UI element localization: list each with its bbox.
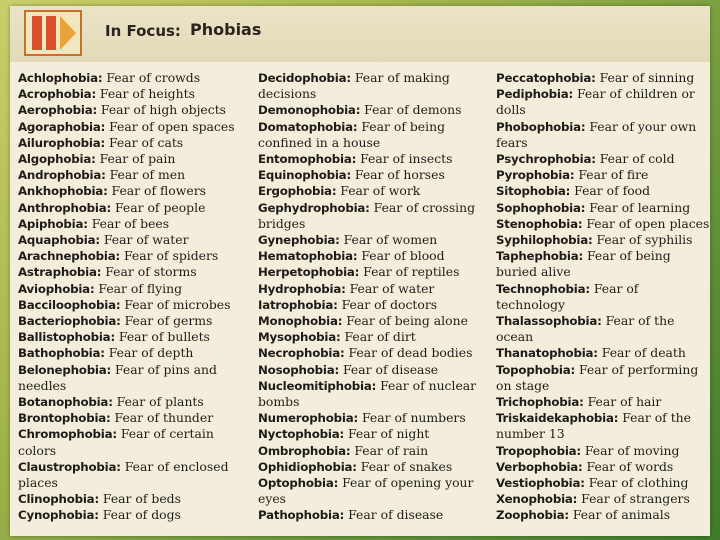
phobia-definition: Fear of syphilis [596,232,693,248]
phobia-definition: Fear of cold [599,151,675,167]
phobia-definition: Fear of thunder [114,410,214,426]
phobia-entry [258,297,486,313]
phobia-definition: Fear of clothing [588,475,689,491]
phobia-entry [18,183,246,199]
phobia-definition: Fear of flowers [111,183,206,199]
phobia-definition: Fear of heights [99,86,195,102]
phobia-definition: Fear of women [343,232,438,248]
phobia-definition: Fear of doctors [341,296,438,312]
phobia-term: Pathophobia: [258,508,345,523]
phobia-definition: Fear of dirt [344,329,416,345]
phobia-term: Tropophobia: [496,443,581,458]
phobia-entry [18,200,246,216]
phobia-entry [18,264,246,280]
phobia-term: Nucleomitiphobia: [258,378,377,393]
phobia-term: Thalassophobia: [496,314,602,329]
phobia-entry [18,329,246,345]
phobia-term: Aquaphobia: [18,233,100,248]
phobia-entry [18,102,246,118]
phobia-definition: Fear of cats [109,134,184,150]
phobia-entry [18,281,246,297]
phobia-term: Entomophobia: [258,152,357,167]
phobia-definition: Fear of nuclear bombs [258,377,477,410]
phobia-term: Botanophobia: [18,395,113,410]
phobia-term: Acrophobia: [18,87,96,102]
phobia-entry [258,329,486,345]
phobia-term: Astraphobia: [18,265,102,280]
phobia-definition: Fear of bullets [118,329,210,345]
phobia-definition: Fear of night [347,426,430,442]
phobia-term: Mysophobia: [258,330,341,345]
phobia-entry [496,281,710,313]
phobia-term: Sitophobia: [496,184,571,199]
phobia-term: Bacciloophobia: [18,297,121,312]
phobia-definition: Fear of sinning [599,70,695,85]
phobia-definition: Fear of plants [116,394,204,410]
phobia-definition: Fear of snakes [360,458,453,474]
phobia-definition: Fear of depth [108,345,194,361]
phobia-definition: Fear of reptiles [363,264,460,280]
phobia-entry [258,102,486,118]
phobia-entry [258,281,486,297]
phobia-term: Aerophobia: [18,103,97,118]
phobia-definition: Fear of microbes [124,296,231,312]
phobia-term: Brontophobia: [18,411,111,426]
focus-label: In Focus: [105,22,181,40]
phobia-definition: Fear of dogs [102,507,181,523]
phobia-entry [496,362,710,394]
phobia-term: Belonephobia: [18,362,112,377]
logo-bar [46,16,56,50]
phobia-entry [18,345,246,361]
phobia-definition: Fear of disease [342,361,439,377]
phobia-entry [18,426,246,458]
phobia-definition: Fear of bees [91,215,170,231]
phobia-entry [18,362,246,394]
phobia-entry [18,151,246,167]
phobia-definition: Fear of rain [354,442,429,458]
phobia-definition: Fear of certain colors [18,426,214,458]
phobia-definition: Fear of numbers [361,410,466,426]
phobia-definition: Fear of being confined in a house [258,118,445,150]
phobia-entry [496,459,710,475]
phobia-term: Peccatophobia: [496,71,596,85]
phobia-term: Hematophobia: [258,249,358,264]
phobia-entry [258,410,486,426]
phobia-definition: Fear of children or dolls [496,86,695,118]
phobia-entry [258,378,486,410]
phobia-entry [18,232,246,248]
phobia-entry [496,475,710,491]
phobia-entry [496,507,710,523]
phobia-entry [496,410,710,442]
phobia-definition: Fear of moving [584,442,680,458]
phobia-entry [496,200,710,216]
phobia-entry [496,216,710,232]
phobia-term: Thanatophobia: [496,346,598,361]
column-3 [496,70,710,524]
phobia-definition: Fear of opening your eyes [258,475,474,507]
phobia-definition: Fear of learning [589,199,691,215]
phobia-term: Anthrophobia: [18,200,112,215]
phobia-term: Androphobia: [18,168,106,183]
phobia-definition: Fear of water [103,232,189,248]
phobia-entry [18,86,246,102]
phobia-term: Bacteriophobia: [18,314,121,329]
column-1 [18,70,246,524]
phobia-term: Stenophobia: [496,216,583,231]
phobia-entry [496,167,710,183]
phobia-entry [258,183,486,199]
phobia-entry [258,264,486,280]
phobia-definition: Fear of men [109,167,186,183]
phobia-definition: Fear of storms [105,264,197,280]
phobia-term: Pediphobia: [496,87,574,102]
phobia-term: Verbophobia: [496,459,583,474]
phobia-definition: Fear of beds [102,491,181,507]
phobia-definition: Fear of high objects [100,102,227,118]
phobia-entry [258,443,486,459]
phobia-definition: Fear of strangers [581,491,690,507]
phobia-entry [18,491,246,507]
phobia-entry [258,345,486,361]
phobia-entry [18,297,246,313]
phobia-definition: Fear of germs [124,313,213,329]
phobia-definition: Fear of open spaces [109,118,235,134]
phobia-definition: Fear of words [586,458,674,474]
phobia-definition: Fear of people [114,199,206,215]
phobia-entry [258,248,486,264]
logo-icon [24,10,82,56]
phobia-term: Topophobia: [496,362,576,377]
phobia-term: Optophobia: [258,476,339,491]
phobia-term: Aviophobia: [18,281,95,296]
logo-bar [32,16,42,50]
phobia-term: Triskaidekaphobia: [496,411,619,426]
phobia-term: Phobophobia: [496,119,586,134]
phobia-entry [496,443,710,459]
column-2 [258,70,486,524]
phobia-entry [258,119,486,151]
phobia-entry [258,313,486,329]
phobia-entry [496,313,710,345]
phobia-term: Hydrophobia: [258,281,346,296]
phobia-definition: Fear of pain [99,151,176,167]
phobia-definition: Fear of crossing bridges [258,199,476,231]
phobia-entry [18,507,246,523]
phobia-definition: Fear of being buried alive [496,248,671,280]
phobia-term: Syphilophobia: [496,233,593,248]
phobia-entry [18,313,246,329]
phobia-term: Ergophobia: [258,184,337,199]
phobia-term: Pyrophobia: [496,168,575,183]
phobia-definition: Fear of being alone [346,313,468,329]
page [10,6,710,536]
phobia-definition: Fear of your own fears [496,118,697,150]
phobia-entry [18,167,246,183]
phobia-term: Claustrophobia: [18,459,121,474]
phobia-definition: Fear of horses [354,167,445,183]
phobia-definition: Fear of technology [496,280,639,312]
phobia-entry [18,119,246,135]
phobia-term: Ballistophobia: [18,330,115,345]
phobia-term: Monophobia: [258,314,343,329]
phobia-term: Ombrophobia: [258,443,351,458]
phobia-term: Necrophobia: [258,346,345,361]
phobia-term: Iatrophobia: [258,297,338,312]
page-title: Phobias [190,20,262,39]
phobia-definition: Fear of demons [364,102,462,118]
phobia-definition: Fear of insects [360,151,453,167]
phobia-entry [18,459,246,491]
phobia-entry [496,70,710,86]
phobia-term: Apiphobia: [18,216,88,231]
phobia-definition: Fear of crowds [106,70,201,85]
phobia-entry [18,248,246,264]
phobia-term: Cynophobia: [18,508,99,523]
phobia-entry [258,507,486,523]
phobia-entry [258,151,486,167]
phobia-term: Zoophobia: [496,508,569,523]
phobia-term: Nyctophobia: [258,427,345,442]
phobia-term: Ankhophobia: [18,184,108,199]
phobia-definition: Fear of the ocean [496,313,675,345]
phobia-term: Herpetophobia: [258,265,360,280]
phobia-term: Achlophobia: [18,71,103,85]
phobia-term: Algophobia: [18,152,96,167]
phobia-entry [258,362,486,378]
phobia-entry [258,200,486,232]
phobia-definition: Fear of animals [572,507,671,523]
phobia-term: Domatophobia: [258,119,358,134]
phobia-term: Gynephobia: [258,233,340,248]
phobia-term: Clinophobia: [18,492,99,507]
phobia-definition: Fear of spiders [123,248,219,264]
phobia-entry [496,394,710,410]
phobia-entry [496,232,710,248]
phobia-term: Xenophobia: [496,492,578,507]
phobia-term: Technophobia: [496,281,590,296]
phobia-definition: Fear of food [574,183,651,199]
phobia-term: Decidophobia: [258,71,351,85]
phobia-definition: Fear of making decisions [258,70,450,102]
phobia-definition: Fear of performing on stage [496,361,699,393]
phobia-definition: Fear of disease [348,507,444,523]
phobia-term: Ailurophobia: [18,135,106,150]
phobia-definition: Fear of blood [361,248,445,264]
phobia-entry [496,345,710,361]
phobia-entry [496,119,710,151]
phobia-definition: Fear of dead bodies [348,345,473,361]
phobia-term: Agoraphobia: [18,119,106,134]
phobia-entry [258,426,486,442]
phobia-entry [496,248,710,280]
phobia-entry [18,216,246,232]
phobia-definition: Fear of water [349,280,435,296]
header [10,6,710,62]
phobia-term: Psychrophobia: [496,152,596,167]
phobia-entry [496,86,710,118]
phobia-entry [258,232,486,248]
phobia-term: Chromophobia: [18,427,117,442]
phobia-entry [496,151,710,167]
phobia-entry [496,491,710,507]
phobia-term: Nosophobia: [258,362,340,377]
logo-triangle [60,16,76,50]
phobia-definition: Fear of flying [98,280,183,296]
phobia-term: Numerophobia: [258,411,359,426]
phobia-definition: Fear of hair [587,394,662,410]
phobia-term: Ophidiophobia: [258,459,357,474]
phobia-definition: Fear of the number 13 [496,410,691,442]
phobia-entry [258,167,486,183]
phobia-entry [496,183,710,199]
phobia-entry [18,70,246,86]
phobia-term: Equinophobia: [258,168,351,183]
phobia-entry [18,410,246,426]
phobia-entry [258,459,486,475]
phobia-term: Bathophobia: [18,346,105,361]
phobia-term: Sophophobia: [496,200,586,215]
phobia-entry [258,475,486,507]
phobia-definition: Fear of death [601,345,686,361]
phobia-term: Arachnephobia: [18,249,121,264]
phobia-entry [18,135,246,151]
phobia-entry [18,394,246,410]
phobia-term: Taphephobia: [496,249,584,264]
phobia-term: Demonophobia: [258,103,361,118]
phobia-definition: Fear of pins and needles [18,361,217,393]
phobia-definition: Fear of work [340,183,421,199]
phobia-term: Gephydrophobia: [258,200,370,215]
phobia-definition: Fear of fire [578,167,649,183]
phobia-definition: Fear of enclosed places [18,458,229,491]
phobia-term: Trichophobia: [496,395,584,410]
phobia-term: Vestiophobia: [496,476,585,491]
phobia-definition: Fear of open places [586,215,710,231]
phobia-entry [258,70,486,102]
